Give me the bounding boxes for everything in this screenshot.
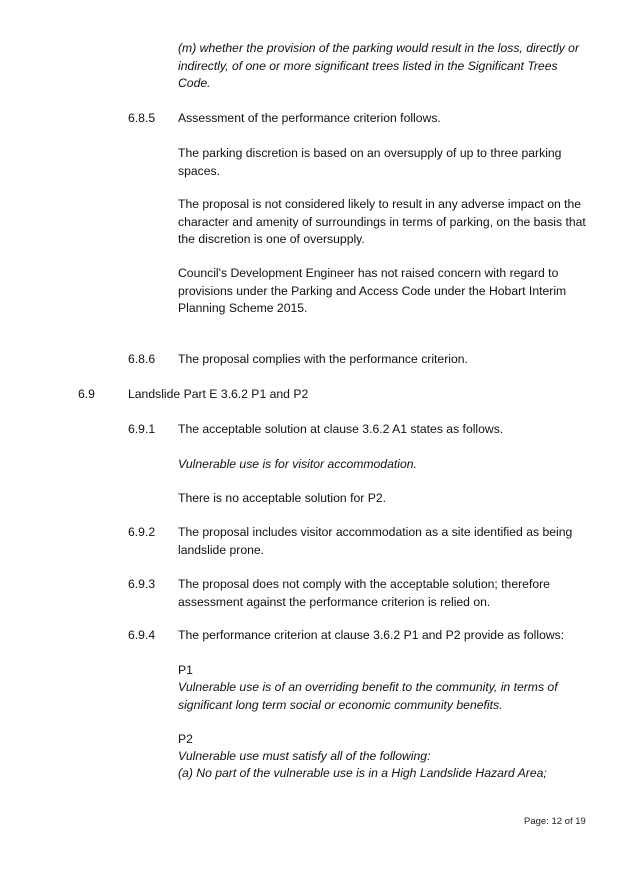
section-number-6-9-3: 6.9.3 — [128, 577, 156, 591]
paragraph-development-engineer: Council's Development Engineer has not raised concern with regard to provisions under the Parking and Access Code under the Hobart Interim Planning Scheme 2015. — [178, 266, 567, 315]
criterion-p2-label: P2 — [178, 732, 193, 746]
section-text-6-8-6: The proposal complies with the performance criterion. — [178, 352, 468, 366]
criterion-p1-label: P1 — [178, 663, 193, 677]
section-number-6-8-5: 6.8.5 — [128, 111, 156, 125]
section-number-6-9: 6.9 — [78, 387, 95, 401]
section-number-6-9-1: 6.9.1 — [128, 422, 156, 436]
paragraph-parking-discretion: The parking discretion is based on an oversupply of up to three parking spaces. — [178, 146, 562, 178]
criterion-p2-line2: (a) No part of the vulnerable use is in a High Landslide Hazard Area; — [178, 766, 547, 780]
clause-m-quote: (m) whether the provision of the parking would result in the loss, directly or indirectly, of one or more significant trees listed in the Significant Trees Code. — [178, 41, 580, 90]
paragraph-no-acceptable-solution: There is no acceptable solution for P2. — [178, 491, 386, 505]
criterion-p1-text: Vulnerable use is of an overriding benefit to the community, in terms of significant long term social or economic community benefits. — [178, 680, 558, 712]
section-number-6-8-6: 6.8.6 — [128, 352, 156, 366]
section-text-6-9-2: The proposal includes visitor accommodation as a site identified as being landslide prone. — [178, 525, 573, 557]
section-text-6-9-1: The acceptable solution at clause 3.6.2 A1 states as follows. — [178, 422, 504, 436]
section-heading-6-9: Landslide Part E 3.6.2 P1 and P2 — [128, 387, 309, 401]
section-text-6-9-4: The performance criterion at clause 3.6.2 P1 and P2 provide as follows: — [178, 628, 565, 642]
section-number-6-9-4: 6.9.4 — [128, 628, 156, 642]
section-text-6-8-5: Assessment of the performance criterion follows. — [178, 111, 441, 125]
page-number: Page: 12 of 19 — [524, 816, 586, 827]
quote-vulnerable-use: Vulnerable use is for visitor accommodation. — [178, 457, 417, 471]
section-number-6-9-2: 6.9.2 — [128, 525, 156, 539]
criterion-p2-line1: Vulnerable use must satisfy all of the following: — [178, 749, 431, 763]
paragraph-no-adverse-impact: The proposal is not considered likely to result in any adverse impact on the character and amenity of surroundings in terms of parking, on the basis that the discretion is one of oversupply. — [178, 197, 586, 246]
section-text-6-9-3: The proposal does not comply with the acceptable solution; therefore assessment against the performance criterion is relied on. — [178, 577, 550, 609]
